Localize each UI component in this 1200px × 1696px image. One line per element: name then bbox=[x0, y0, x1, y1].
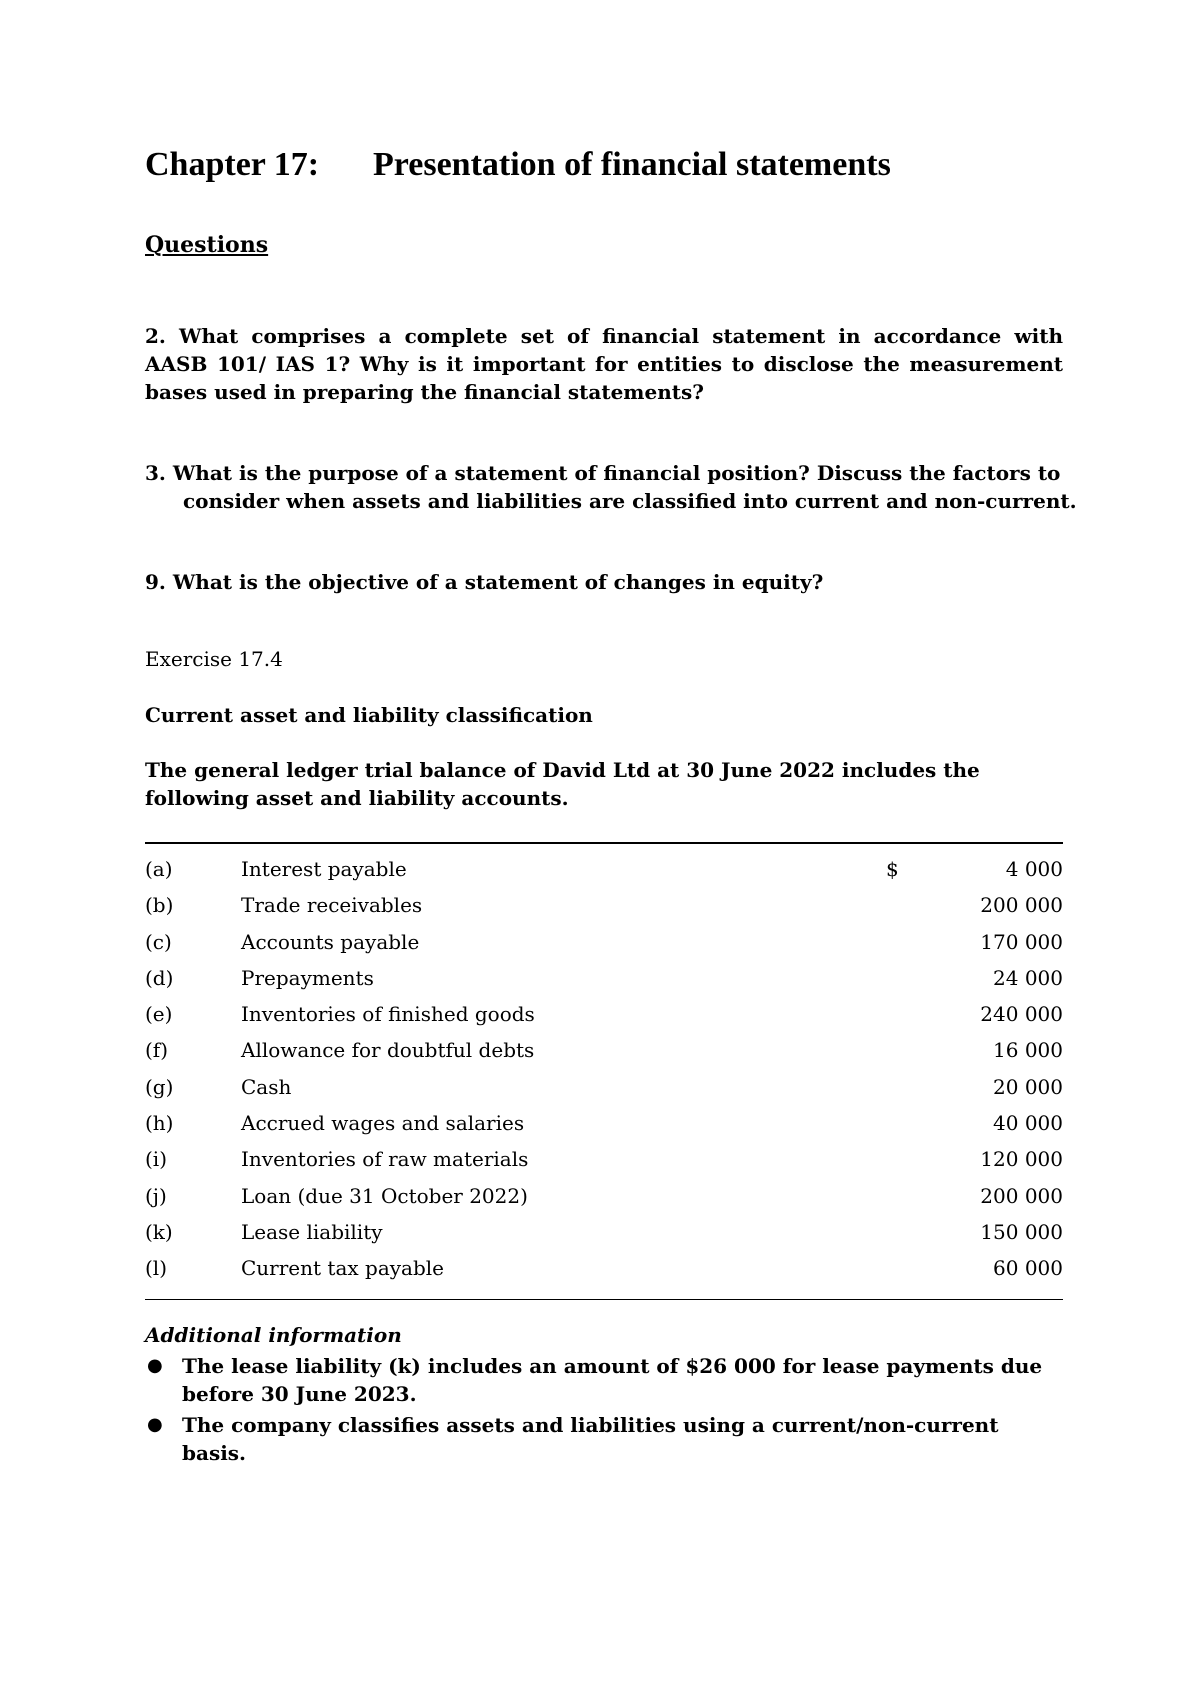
row-letter: (k) bbox=[145, 1219, 173, 1244]
list-item bbox=[145, 1411, 1063, 1467]
ledger-row bbox=[145, 1254, 1063, 1290]
row-account: Trade receivables bbox=[241, 893, 423, 918]
row-amount: 24 000 bbox=[993, 965, 1063, 990]
bullet-text: The company classifies assets and liabilities using a current/non-current basis. bbox=[182, 1413, 999, 1465]
row-account: Accrued wages and salaries bbox=[241, 1111, 525, 1136]
row-account: Allowance for doubtful debts bbox=[241, 1038, 535, 1063]
row-amount: 60 000 bbox=[993, 1256, 1063, 1281]
row-amount: 200 000 bbox=[980, 1183, 1063, 1208]
row-amount: 170 000 bbox=[980, 929, 1063, 954]
row-amount: 150 000 bbox=[980, 1219, 1063, 1244]
row-letter: (l) bbox=[145, 1256, 168, 1281]
additional-info-list bbox=[145, 1352, 1063, 1470]
row-account: Prepayments bbox=[241, 965, 374, 990]
row-account: Accounts payable bbox=[241, 929, 420, 954]
exercise-intro: The general ledger trial balance of David Ltd at 30 June 2022 includes the following asset and liability accounts. bbox=[145, 758, 980, 810]
row-account: Inventories of finished goods bbox=[241, 1002, 535, 1027]
questions-heading: Questions bbox=[145, 232, 269, 258]
ledger-row bbox=[145, 1109, 1063, 1145]
row-letter: (d) bbox=[145, 965, 174, 990]
chapter-title bbox=[145, 146, 891, 184]
ledger-row bbox=[145, 1182, 1063, 1218]
ledger-row bbox=[145, 1000, 1063, 1036]
row-amount: 20 000 bbox=[993, 1074, 1063, 1099]
row-account: Interest payable bbox=[241, 857, 407, 881]
row-letter: (a) bbox=[145, 857, 173, 881]
ledger-row bbox=[145, 1036, 1063, 1072]
row-letter: (i) bbox=[145, 1147, 168, 1172]
ledger-row bbox=[145, 964, 1063, 1000]
ledger-row bbox=[145, 928, 1063, 964]
row-account: Cash bbox=[241, 1074, 292, 1099]
row-account: Inventories of raw materials bbox=[241, 1147, 529, 1172]
bullet-text: The lease liability (k) includes an amount of $26 000 for lease payments due before 30 June 2023. bbox=[182, 1354, 1043, 1406]
ledger-row bbox=[145, 1073, 1063, 1109]
exercise-subtitle: Current asset and liability classification bbox=[145, 703, 593, 727]
bullet-icon: ● bbox=[147, 1414, 163, 1435]
ledger-row bbox=[145, 855, 1063, 891]
ledger-row bbox=[145, 891, 1063, 927]
chapter-name: Presentation of financial statements bbox=[373, 146, 891, 183]
row-account: Current tax payable bbox=[241, 1256, 444, 1281]
exercise-title: Exercise 17.4 bbox=[145, 647, 283, 671]
question-3: 3. What is the purpose of a statement of financial position? Discuss the factors to consider when assets and liabilities are classified into current and non-current. bbox=[145, 461, 1077, 513]
row-letter: (c) bbox=[145, 929, 172, 954]
question-9: 9. What is the objective of a statement of changes in equity? bbox=[145, 570, 824, 594]
row-amount: 200 000 bbox=[980, 893, 1063, 918]
row-letter: (h) bbox=[145, 1111, 174, 1136]
row-letter: (g) bbox=[145, 1074, 174, 1099]
bullet-icon: ● bbox=[147, 1355, 163, 1376]
row-letter: (f) bbox=[145, 1038, 169, 1063]
row-amount: 40 000 bbox=[993, 1111, 1063, 1136]
ledger-row bbox=[145, 1218, 1063, 1254]
row-amount: 16 000 bbox=[993, 1038, 1063, 1063]
row-account: Lease liability bbox=[241, 1219, 383, 1244]
row-letter: (e) bbox=[145, 1002, 173, 1027]
additional-info-heading: Additional information bbox=[145, 1323, 402, 1347]
ledger-row bbox=[145, 1145, 1063, 1181]
chapter-number: Chapter 17: bbox=[145, 146, 320, 183]
list-item bbox=[145, 1352, 1063, 1408]
question-2: 2. What comprises a complete set of financial statement in accordance with AASB 101/ IAS 1? Why is it important for entities to disclose the measurement bases used in preparing the financial statements? bbox=[145, 324, 1063, 404]
row-amount: 120 000 bbox=[980, 1147, 1063, 1172]
row-letter: (b) bbox=[145, 893, 174, 918]
row-letter: (j) bbox=[145, 1183, 167, 1208]
row-account: Loan (due 31 October 2022) bbox=[241, 1183, 528, 1208]
row-amount: 4 000 bbox=[1005, 857, 1063, 881]
ledger-table bbox=[145, 842, 1063, 1300]
row-amount: 240 000 bbox=[980, 1002, 1063, 1027]
currency-symbol: $ bbox=[886, 857, 899, 881]
